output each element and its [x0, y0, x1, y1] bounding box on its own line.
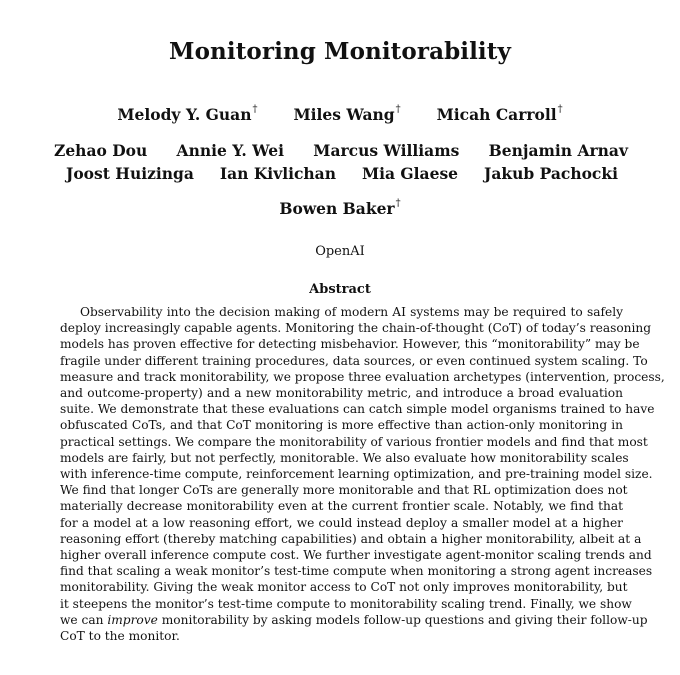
abstract-line: deploy increasingly capable agents. Monitoring the chain-of-thought (CoT) of today’s reasoning	[60, 321, 652, 336]
equal-contribution-marker: †	[395, 198, 401, 209]
abstract-line: it steepens the monitor’s test-time compute to monitorability scaling trend. Finally, we show	[60, 596, 632, 611]
equal-contribution-marker: †	[557, 104, 563, 115]
abstract-heading: Abstract	[309, 282, 371, 297]
author-name: Mia Glaese	[361, 164, 459, 183]
equal-contribution-marker: †	[395, 104, 401, 115]
paper-title: Monitoring Monitorability	[169, 38, 511, 65]
abstract-line: for a model at a low reasoning effort, we could instead deploy a smaller model at a higher	[60, 515, 623, 530]
abstract-line: and outcome-property) and a new monitorability metric, and introduce a broad evaluation	[60, 386, 623, 401]
author-row-2	[0, 141, 680, 160]
equal-contribution-marker: †	[252, 104, 258, 115]
abstract-line: We find that longer CoTs are generally more monitorable and that RL optimization does not	[60, 483, 628, 498]
author-name: Ian Kivlichan	[219, 164, 336, 183]
abstract-line: CoT to the monitor.	[60, 629, 180, 644]
abstract-body	[60, 304, 665, 644]
abstract-line: monitorability. Giving the weak monitor access to CoT not only improves monitorability, but	[60, 580, 628, 595]
author-name: Miles Wang	[293, 105, 395, 124]
abstract-line: reasoning effort (thereby matching capabilities) and obtain a higher monitorability, albeit at a	[60, 531, 642, 546]
affiliation: OpenAI	[315, 244, 365, 259]
author-name: Micah Carroll	[436, 105, 557, 124]
author-name: Jakub Pachocki	[483, 164, 618, 183]
author	[294, 105, 401, 124]
abstract-line: measure and track monitorability, we propose three evaluation archetypes (intervention, process,	[60, 369, 665, 384]
abstract-line: suite. We demonstrate that these evaluations can catch simple model organisms trained to have	[60, 402, 655, 417]
author-name: Annie Y. Wei	[176, 141, 285, 160]
abstract-line: with inference-time compute, reinforcement learning optimization, and pre-training model size.	[60, 467, 653, 482]
abstract-line: find that scaling a weak monitor’s test-time compute when monitoring a strong agent increases	[60, 564, 653, 579]
abstract-text: monitorability by asking models follow-up questions and giving their follow-up	[157, 612, 648, 627]
abstract-line: practical settings. We compare the monitorability of various frontier models and find that most	[60, 434, 648, 449]
author-name: Marcus Williams	[313, 141, 460, 160]
emphasized-word: improve	[107, 612, 158, 627]
author	[437, 105, 563, 124]
abstract-line	[60, 612, 648, 628]
author-name: Joost Huizinga	[66, 164, 194, 183]
abstract-line: models has proven effective for detecting misbehavior. However, this “monitorability” may be	[60, 337, 640, 352]
author-name: Melody Y. Guan	[117, 105, 252, 124]
author-name: Bowen Baker	[279, 199, 395, 218]
author	[279, 199, 400, 218]
abstract-line: fragile under different training procedures, data sources, or even continued system scaling. To	[60, 353, 648, 368]
abstract-line: obfuscated CoTs, and that CoT monitoring is more effective than action-only monitoring in	[60, 418, 623, 433]
author-row-3	[0, 164, 680, 183]
abstract-line: Observability into the decision making of modern AI systems may be required to safely	[80, 305, 623, 319]
abstract-line: materially decrease monitorability even at the current frontier scale. Notably, we find that	[60, 499, 623, 514]
author	[117, 105, 257, 124]
author-row-4	[0, 199, 680, 218]
author-name: Zehao Dou	[54, 141, 148, 160]
author-row-1	[0, 105, 680, 124]
abstract-text: we can	[60, 612, 108, 627]
abstract-line: models are fairly, but not perfectly, monitorable. We also evaluate how monitorability scales	[60, 450, 629, 465]
author-name: Benjamin Arnav	[488, 141, 628, 160]
abstract-line: higher overall inference compute cost. We further investigate agent-monitor scaling trends and	[60, 548, 652, 563]
